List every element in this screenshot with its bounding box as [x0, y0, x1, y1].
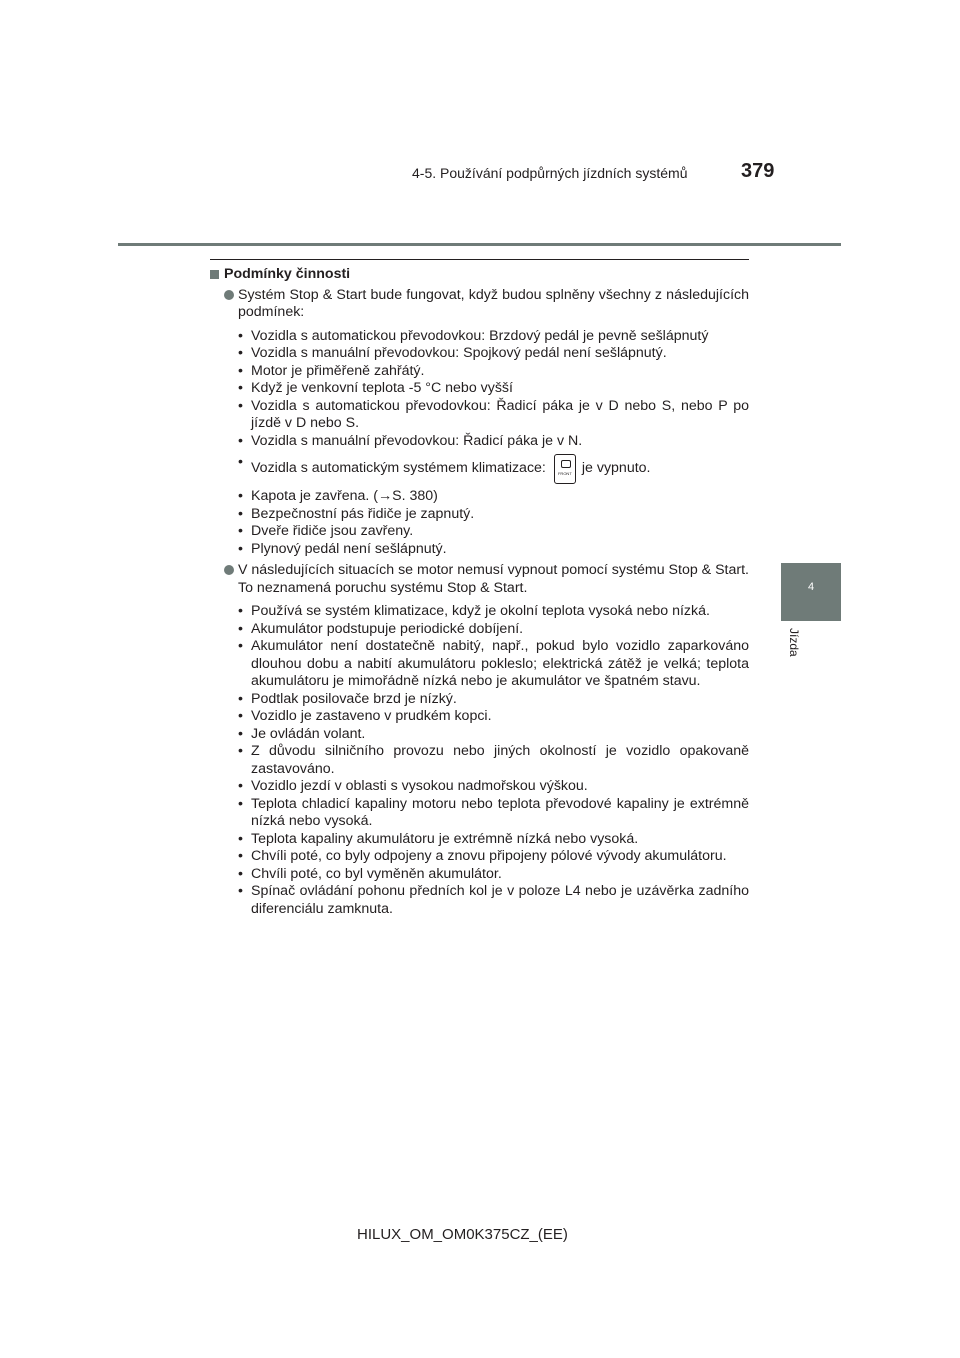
list-item: • Plynový pedál není sešlápnutý.	[238, 540, 447, 557]
bullet-text: V následujících situacích se motor nemusí vypnout pomocí systému Stop & Start. To neznamená poruchu systému Stop & Start.	[238, 562, 749, 596]
bullet-exceptions	[210, 562, 749, 597]
section-heading-text: Podmínky činnosti	[224, 266, 351, 282]
header-rule	[118, 243, 841, 246]
list-item: • Vozidla s automatickou převodovkou: Brzdový pedál je pevně sešlápnutý	[238, 327, 709, 344]
list-item: • Teplota kapaliny akumulátoru je extrémně nízká nebo vysoká.	[238, 830, 639, 847]
main-content	[210, 264, 749, 922]
round-bullet-icon	[224, 565, 234, 575]
list-item: • Vozidla s manuální převodovkou: Spojkový pedál není sešlápnutý.	[238, 345, 667, 361]
list-item: • Dveře řidiče jsou zavřeny.	[238, 523, 414, 539]
conditions-list-b	[210, 488, 749, 558]
chapter-tab	[781, 563, 841, 621]
front-defogger-button-icon: FRONT	[554, 454, 576, 484]
round-bullet-icon	[224, 290, 234, 300]
list-item: • Vozidlo jezdí v oblasti s vysokou nadmořskou výškou.	[238, 778, 588, 794]
list-item: • Používá se systém klimatizace, když je okolní teplota vysoká nebo nízká.	[238, 603, 710, 619]
list-item: • Vozidla s automatickým systémem klimatizace: FRONT je vypnuto.	[238, 454, 749, 484]
bullet-conditions	[210, 287, 749, 322]
page-number: 379	[741, 160, 775, 182]
bullet-text: Systém Stop & Start bude fungovat, když budou splněny všechny z následujících podmínek:	[238, 286, 749, 320]
list-item: • Motor je přiměřeně zahřátý.	[238, 362, 425, 379]
list-item: • Vozidla s manuální převodovkou: Řadicí páka je v N.	[238, 432, 583, 449]
conditions-list-ac	[210, 454, 749, 484]
list-item: • Když je venkovní teplota -5 °C nebo vyšší	[238, 380, 513, 396]
chapter-title: Jízda	[787, 628, 801, 657]
list-item: • Teplota chladicí kapaliny motoru nebo teplota převodové kapaliny je extrémně nízká nebo vysoká.	[238, 795, 749, 829]
square-bullet-icon	[210, 270, 219, 279]
list-item: • Chvíli poté, co byl vyměněn akumulátor.	[238, 865, 502, 882]
list-item: • Akumulátor není dostatečně nabitý, např., pokud bylo vozidlo zaparkováno dlouhou dobu a nabití akumulátoru pokleslo; elektrická zátěž je velká; teplota akumulátoru je mimořádně nízká nebo je akumulátor ve špatném stavu.	[238, 638, 749, 689]
chapter-number: 4	[807, 581, 815, 593]
list-item: • Z důvodu silničního provozu nebo jiných okolností je vozidlo opakovaně zastavováno.	[238, 743, 749, 777]
list-item: • Chvíli poté, co byly odpojeny a znovu připojeny pólové vývody akumulátoru.	[238, 848, 727, 864]
list-item: • Podtlak posilovače brzd je nízký.	[238, 690, 457, 707]
section-heading	[210, 266, 749, 284]
list-item: • Je ovládán volant.	[238, 725, 366, 742]
list-item: • Vozidlo je zastaveno v prudkém kopci.	[238, 708, 492, 724]
list-item: • Akumulátor podstupuje periodické dobíjení.	[238, 620, 524, 637]
list-item: • Vozidla s automatickou převodovkou: Řadicí páka je v D nebo S, nebo P po jízdě v D nebo S.	[238, 397, 749, 431]
exceptions-list	[210, 603, 749, 918]
header-section-title: 4-5. Používání podpůrných jízdních systémů	[412, 165, 688, 181]
list-item: • Bezpečnostní pás řidiče je zapnutý.	[238, 505, 475, 522]
list-item: • Spínač ovládání pohonu předních kol je v poloze L4 nebo je uzávěrka zadního diferenciálu zamknuta.	[238, 883, 749, 917]
content-rule	[210, 259, 749, 260]
conditions-list-a	[210, 328, 749, 451]
list-item: • Kapota je zavřena. (→S. 380)	[238, 488, 438, 504]
footer-doc-code: HILUX_OM_OM0K375CZ_(EE)	[357, 1226, 568, 1243]
